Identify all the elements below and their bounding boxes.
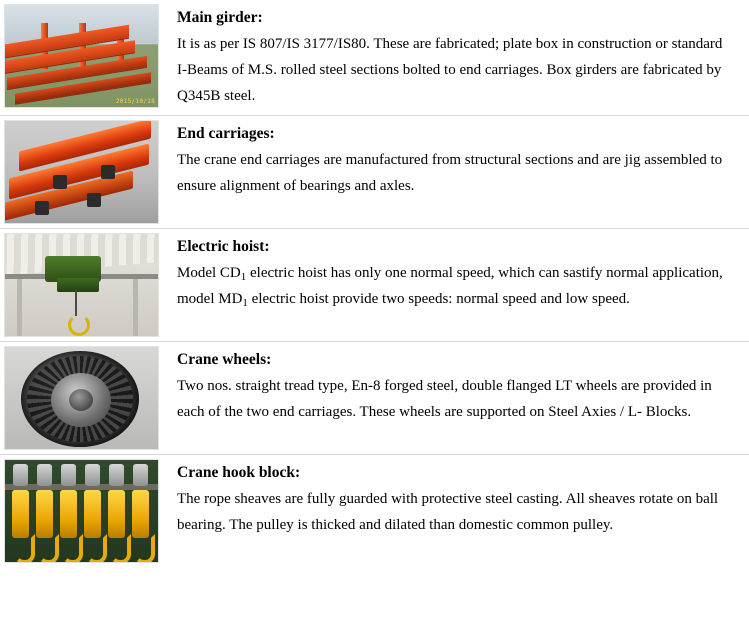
table-row <box>0 455 749 568</box>
electric-hoist-text-cell <box>171 229 749 342</box>
hook-sheave <box>85 464 100 486</box>
carriage-bearing-block <box>87 193 101 207</box>
hook-tip <box>134 534 155 563</box>
crane-hook-block-image-cell <box>0 455 171 568</box>
crane-wheels-description: Two nos. straight tread type, En-8 forged steel, double flanged LT wheels are provided in each of the two end carriages. These wheels are supported on Steel Axies / L- Blocks. <box>177 378 712 421</box>
electric-hoist-description <box>177 261 735 313</box>
hook-block-body <box>132 490 149 538</box>
end-carriages-photo <box>4 120 159 224</box>
crane-wheels-title: Crane wheels: <box>177 351 272 369</box>
hook-sheave <box>13 464 28 486</box>
crane-hook-block-description: The rope sheaves are fully guarded with protective steel casting. All sheaves rotate on ball bearing. The pulley is thicked and dilated than domestic common pulley. <box>177 491 719 534</box>
table-row <box>0 342 749 455</box>
table-row <box>0 229 749 342</box>
main-girder-title: Main girder: <box>177 9 263 26</box>
hook-tip <box>86 534 107 563</box>
hoist-rope <box>75 290 77 316</box>
hook-block-body <box>12 490 29 538</box>
hoist-text-part-1: Model CD <box>177 265 241 282</box>
carriage-bearing-block <box>53 175 67 189</box>
crane-wheels-text-cell <box>171 342 749 455</box>
end-carriages-text-cell <box>171 116 749 229</box>
crane-hook-block-text-cell <box>171 455 749 568</box>
crane-wheels-image-cell <box>0 342 171 455</box>
hook-block-body <box>84 490 101 538</box>
hook-tip <box>14 534 35 563</box>
hoist-text-part-2: electric hoist has only one normal speed, which can sastify normal application, model MD <box>177 265 723 308</box>
main-girder-text-cell <box>171 0 749 116</box>
hook-tip <box>62 534 83 563</box>
photo-date-stamp: 2015/10/18 <box>115 98 155 105</box>
end-carriages-title: End carriages: <box>177 125 275 143</box>
main-girder-image-cell <box>0 0 171 116</box>
electric-hoist-photo <box>4 233 159 337</box>
hook-sheave <box>61 464 76 486</box>
carriage-bearing-block <box>35 201 49 215</box>
hook-block-body <box>60 490 77 538</box>
workshop-column <box>17 278 22 337</box>
hook-sheave <box>109 464 124 486</box>
carriage-bearing-block <box>101 165 115 179</box>
main-girder-photo <box>4 4 159 108</box>
end-carriages-image-cell <box>0 116 171 229</box>
main-girder-description: It is as per IS 807/IS 3177/IS80. These are fabricated; plate box in construction or standard I-Beams of M.S. rolled steel sections bolted to end carriages. Box girders are fabricated by Q345B steel. <box>177 36 723 104</box>
crane-hook-block-title: Crane hook block: <box>177 464 301 482</box>
hook-sheave <box>133 464 148 486</box>
hook-tip <box>38 534 59 563</box>
workshop-column <box>133 278 138 337</box>
crane-hook-block-photo <box>4 459 159 563</box>
electric-hoist-title: Electric hoist: <box>177 238 270 256</box>
end-carriages-description: The crane end carriages are manufactured from structural sections and are jig assembled to ensure alignment of bearings and axles. <box>177 152 723 195</box>
hook-block-body <box>36 490 53 538</box>
hook-sheave <box>37 464 52 486</box>
hook-block-body <box>108 490 125 538</box>
table-row <box>0 116 749 229</box>
hoist-model-subscript-1: 1 <box>240 271 247 284</box>
hoist-model-subscript-2: 1 <box>242 297 248 310</box>
hoist-text-part-3: electric hoist provide two speeds: normal speed and low speed. <box>247 291 630 308</box>
electric-hoist-image-cell <box>0 229 171 342</box>
hook-tip <box>110 534 131 563</box>
crane-wheel-photo <box>4 346 159 450</box>
girder-post <box>79 23 86 69</box>
hoist-hook <box>68 314 90 336</box>
hoist-drum <box>57 278 99 292</box>
table-row <box>0 0 749 116</box>
